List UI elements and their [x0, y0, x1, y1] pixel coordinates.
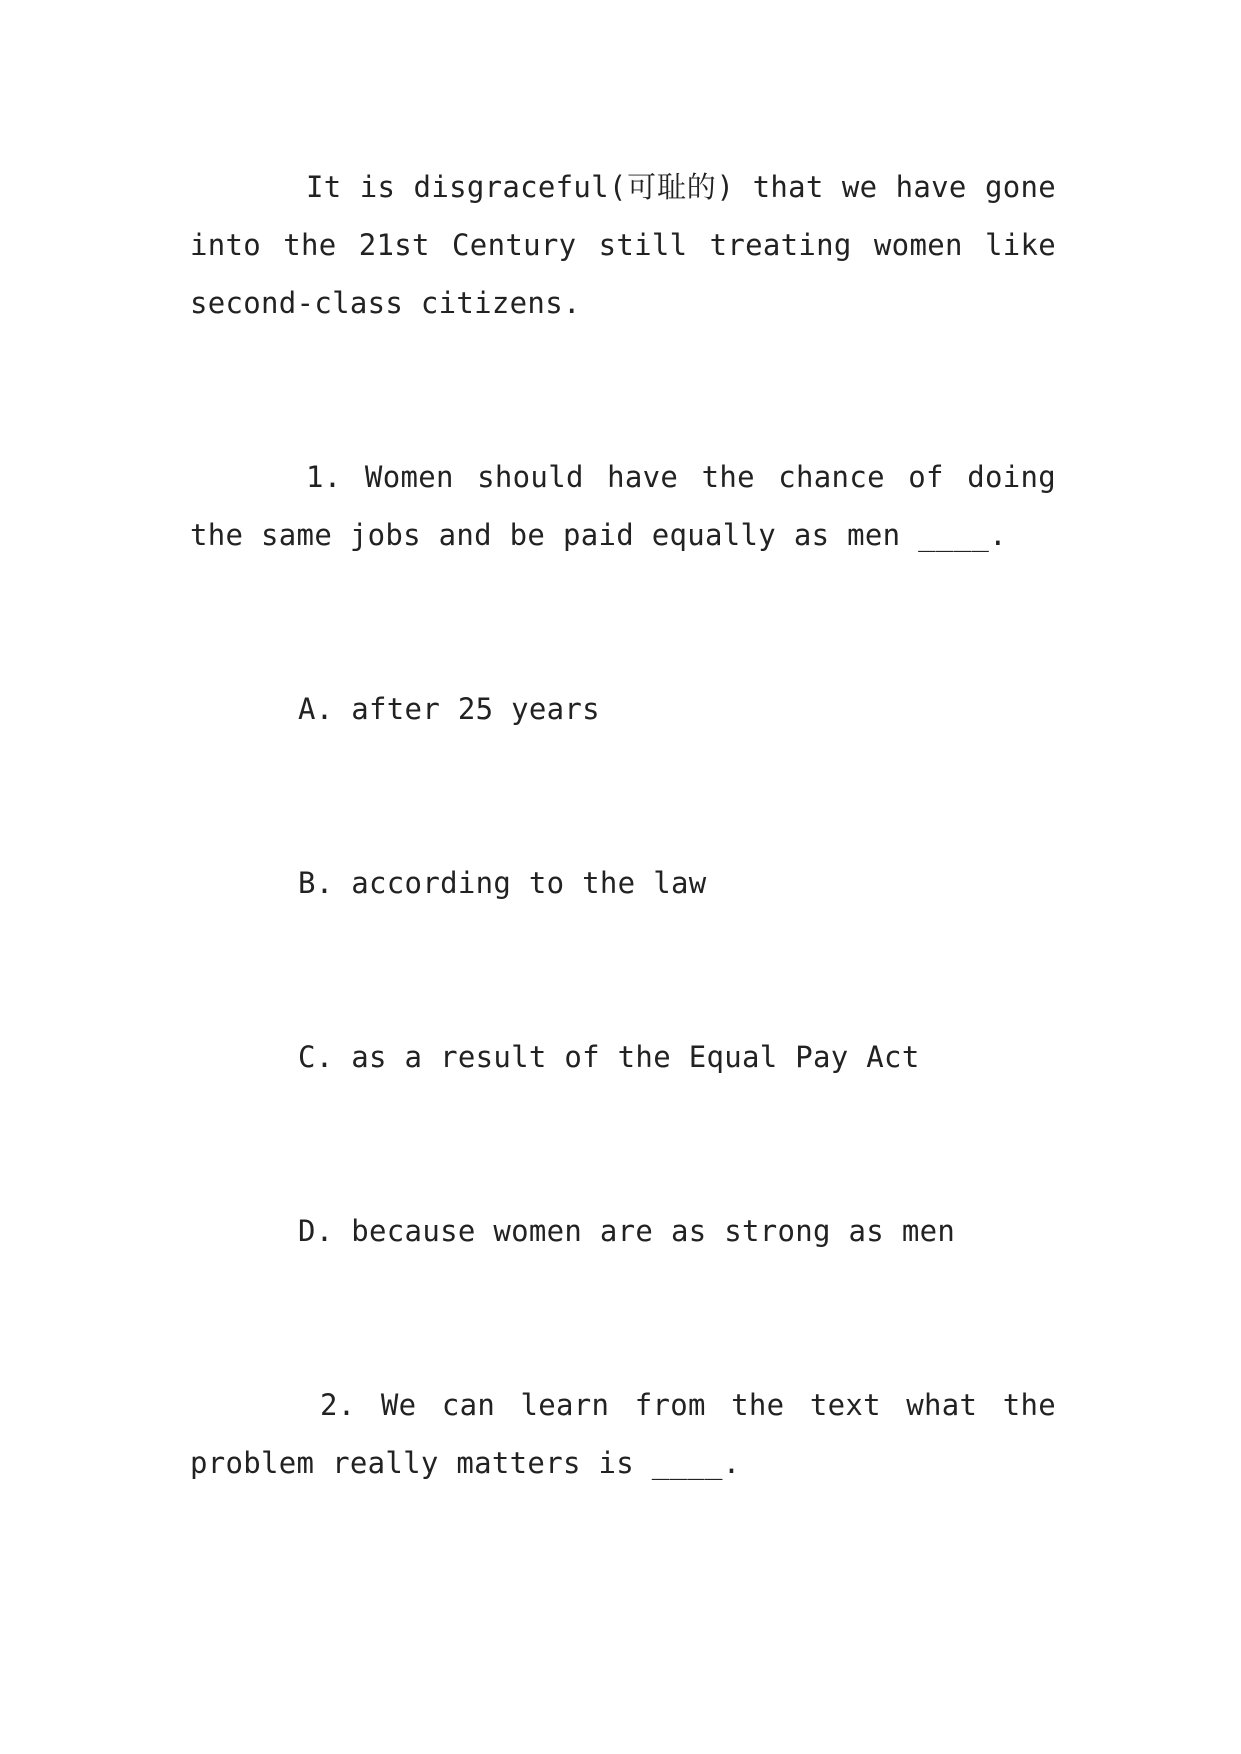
question-1-option-c: C. as a result of the Equal Pay Act [298, 1040, 920, 1074]
question-1: 1. Women should have the chance of doing the same jobs and be paid equally as men ____. [190, 460, 1056, 552]
question-1-option-b: B. according to the law [298, 866, 707, 900]
question-1-option-a: A. after 25 years [298, 692, 600, 726]
intro-paragraph: It is disgraceful(可耻的) that we have gone into the 21st Century still treating women like second-class citizens. [190, 170, 1056, 320]
question-2: 2. We can learn from the text what the problem really matters is ____. [190, 1388, 1056, 1480]
question-1-option-d: D. because women are as strong as men [298, 1214, 956, 1248]
